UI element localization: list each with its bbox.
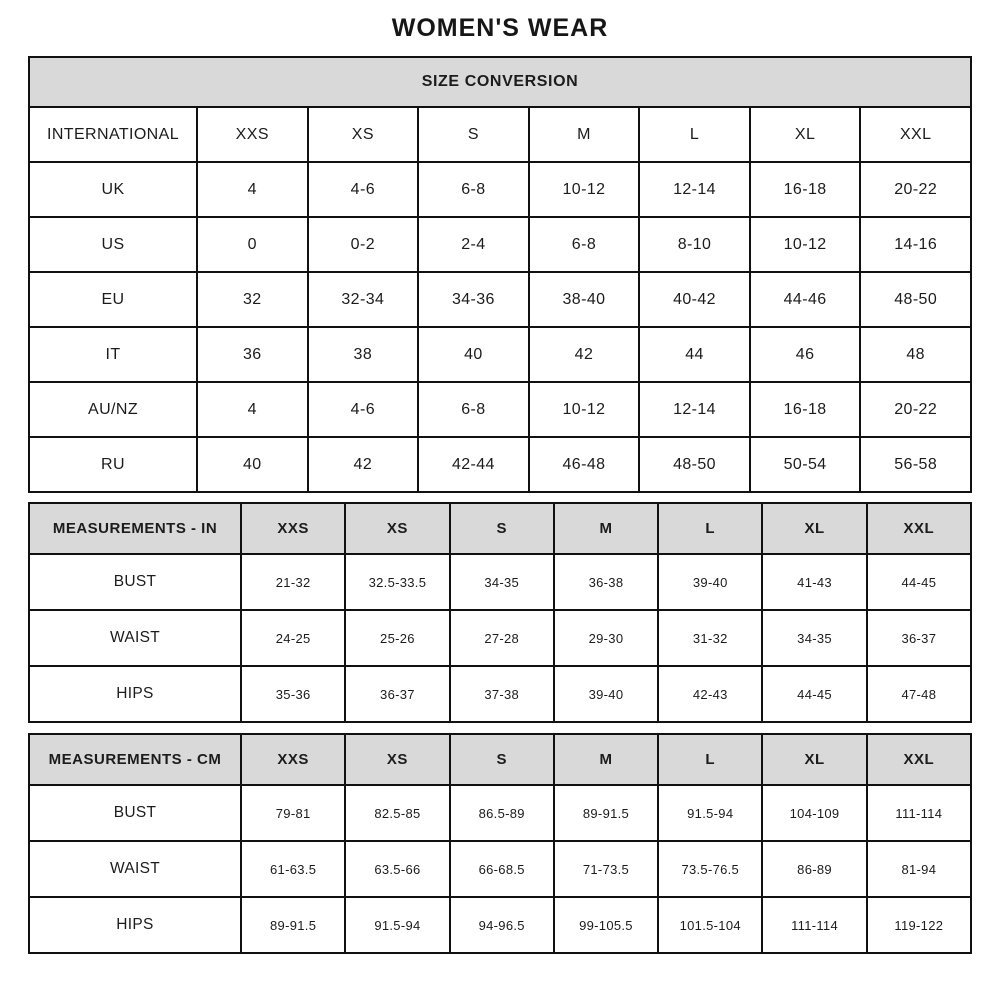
value-cell: 48-50 <box>860 272 971 327</box>
size-column-header-cell: XS <box>345 734 449 785</box>
row-label-cell: US <box>29 217 197 272</box>
value-cell: 39-40 <box>658 554 762 610</box>
row-label-cell: BUST <box>29 785 241 841</box>
value-cell: 32 <box>197 272 308 327</box>
row-label-cell: RU <box>29 437 197 492</box>
row-label-cell: WAIST <box>29 841 241 897</box>
value-cell: 44 <box>639 327 750 382</box>
value-cell: 91.5-94 <box>345 897 449 953</box>
size-column-header-cell: XXS <box>241 503 345 554</box>
value-cell: 66-68.5 <box>450 841 554 897</box>
value-cell: 4-6 <box>308 382 419 437</box>
table-row <box>29 162 971 217</box>
value-cell: 56-58 <box>860 437 971 492</box>
size-column-header-cell: XXL <box>867 734 971 785</box>
table-row <box>29 503 971 554</box>
value-cell: 20-22 <box>860 162 971 217</box>
value-cell: 4-6 <box>308 162 419 217</box>
value-cell: 63.5-66 <box>345 841 449 897</box>
table-row <box>29 272 971 327</box>
row-label-cell: AU/NZ <box>29 382 197 437</box>
size-column-header-cell: XS <box>345 503 449 554</box>
value-cell: 82.5-85 <box>345 785 449 841</box>
table-row <box>29 217 971 272</box>
size-column-header-cell: M <box>554 503 658 554</box>
value-cell: 119-122 <box>867 897 971 953</box>
value-cell: 48-50 <box>639 437 750 492</box>
value-cell: 25-26 <box>345 610 449 666</box>
table-banner-row <box>29 57 971 107</box>
row-label-cell: HIPS <box>29 897 241 953</box>
table-row <box>29 382 971 437</box>
value-cell: 91.5-94 <box>658 785 762 841</box>
value-cell: 44-46 <box>750 272 861 327</box>
size-column-header-cell: S <box>450 734 554 785</box>
value-cell: 36-37 <box>867 610 971 666</box>
size-conversion-table <box>28 56 972 493</box>
value-cell: 10-12 <box>529 382 640 437</box>
value-cell: 6-8 <box>418 382 529 437</box>
value-cell: 99-105.5 <box>554 897 658 953</box>
value-cell: 81-94 <box>867 841 971 897</box>
value-cell: 38 <box>308 327 419 382</box>
value-cell: 14-16 <box>860 217 971 272</box>
size-column-header-cell: XS <box>308 107 419 162</box>
value-cell: 73.5-76.5 <box>658 841 762 897</box>
value-cell: 61-63.5 <box>241 841 345 897</box>
value-cell: 6-8 <box>418 162 529 217</box>
value-cell: 79-81 <box>241 785 345 841</box>
table-banner-label: SIZE CONVERSION <box>29 57 971 107</box>
value-cell: 50-54 <box>750 437 861 492</box>
value-cell: 6-8 <box>529 217 640 272</box>
value-cell: 36 <box>197 327 308 382</box>
value-cell: 86.5-89 <box>450 785 554 841</box>
value-cell: 39-40 <box>554 666 658 722</box>
row-label-cell: UK <box>29 162 197 217</box>
table-row <box>29 327 971 382</box>
value-cell: 42-43 <box>658 666 762 722</box>
table-row <box>29 554 971 610</box>
value-cell: 20-22 <box>860 382 971 437</box>
value-cell: 89-91.5 <box>554 785 658 841</box>
table-row <box>29 437 971 492</box>
value-cell: 29-30 <box>554 610 658 666</box>
size-column-header-cell: XXS <box>241 734 345 785</box>
header-label-cell: INTERNATIONAL <box>29 107 197 162</box>
page-title: WOMEN'S WEAR <box>391 14 609 42</box>
value-cell: 21-32 <box>241 554 345 610</box>
size-column-header-cell: M <box>554 734 658 785</box>
table-row <box>29 610 971 666</box>
value-cell: 40 <box>418 327 529 382</box>
value-cell: 48 <box>860 327 971 382</box>
value-cell: 32-34 <box>308 272 419 327</box>
value-cell: 111-114 <box>762 897 866 953</box>
value-cell: 38-40 <box>529 272 640 327</box>
value-cell: 86-89 <box>762 841 866 897</box>
value-cell: 4 <box>197 162 308 217</box>
value-cell: 8-10 <box>639 217 750 272</box>
size-column-header-cell: XXL <box>867 503 971 554</box>
measurements-cm-table <box>28 733 972 954</box>
value-cell: 42 <box>529 327 640 382</box>
size-column-header-cell: XXS <box>197 107 308 162</box>
value-cell: 2-4 <box>418 217 529 272</box>
size-column-header-cell: L <box>639 107 750 162</box>
value-cell: 104-109 <box>762 785 866 841</box>
size-column-header-cell: L <box>658 503 762 554</box>
value-cell: 42 <box>308 437 419 492</box>
value-cell: 71-73.5 <box>554 841 658 897</box>
value-cell: 89-91.5 <box>241 897 345 953</box>
value-cell: 94-96.5 <box>450 897 554 953</box>
size-column-header-cell: XL <box>762 734 866 785</box>
value-cell: 35-36 <box>241 666 345 722</box>
size-column-header-cell: S <box>418 107 529 162</box>
value-cell: 10-12 <box>529 162 640 217</box>
row-label-cell: EU <box>29 272 197 327</box>
value-cell: 36-38 <box>554 554 658 610</box>
row-label-cell: HIPS <box>29 666 241 722</box>
table-row <box>29 897 971 953</box>
header-label-cell: MEASUREMENTS - CM <box>29 734 241 785</box>
value-cell: 40-42 <box>639 272 750 327</box>
header-label-cell: MEASUREMENTS - IN <box>29 503 241 554</box>
value-cell: 42-44 <box>418 437 529 492</box>
value-cell: 4 <box>197 382 308 437</box>
row-label-cell: IT <box>29 327 197 382</box>
value-cell: 111-114 <box>867 785 971 841</box>
size-column-header-cell: L <box>658 734 762 785</box>
size-column-header-cell: XL <box>750 107 861 162</box>
value-cell: 46 <box>750 327 861 382</box>
value-cell: 16-18 <box>750 382 861 437</box>
size-column-header-cell: XL <box>762 503 866 554</box>
value-cell: 40 <box>197 437 308 492</box>
value-cell: 37-38 <box>450 666 554 722</box>
value-cell: 101.5-104 <box>658 897 762 953</box>
value-cell: 41-43 <box>762 554 866 610</box>
row-label-cell: BUST <box>29 554 241 610</box>
value-cell: 31-32 <box>658 610 762 666</box>
value-cell: 44-45 <box>762 666 866 722</box>
value-cell: 47-48 <box>867 666 971 722</box>
value-cell: 0-2 <box>308 217 419 272</box>
measurements-in-table <box>28 502 972 723</box>
table-row <box>29 841 971 897</box>
table-row <box>29 785 971 841</box>
value-cell: 34-35 <box>762 610 866 666</box>
value-cell: 10-12 <box>750 217 861 272</box>
size-column-header-cell: XXL <box>860 107 971 162</box>
size-column-header-cell: S <box>450 503 554 554</box>
value-cell: 24-25 <box>241 610 345 666</box>
value-cell: 36-37 <box>345 666 449 722</box>
value-cell: 12-14 <box>639 382 750 437</box>
table-row <box>29 734 971 785</box>
value-cell: 34-35 <box>450 554 554 610</box>
value-cell: 34-36 <box>418 272 529 327</box>
table-row <box>29 107 971 162</box>
value-cell: 16-18 <box>750 162 861 217</box>
value-cell: 0 <box>197 217 308 272</box>
row-label-cell: WAIST <box>29 610 241 666</box>
table-row <box>29 666 971 722</box>
value-cell: 46-48 <box>529 437 640 492</box>
size-column-header-cell: M <box>529 107 640 162</box>
value-cell: 27-28 <box>450 610 554 666</box>
value-cell: 44-45 <box>867 554 971 610</box>
value-cell: 32.5-33.5 <box>345 554 449 610</box>
value-cell: 12-14 <box>639 162 750 217</box>
